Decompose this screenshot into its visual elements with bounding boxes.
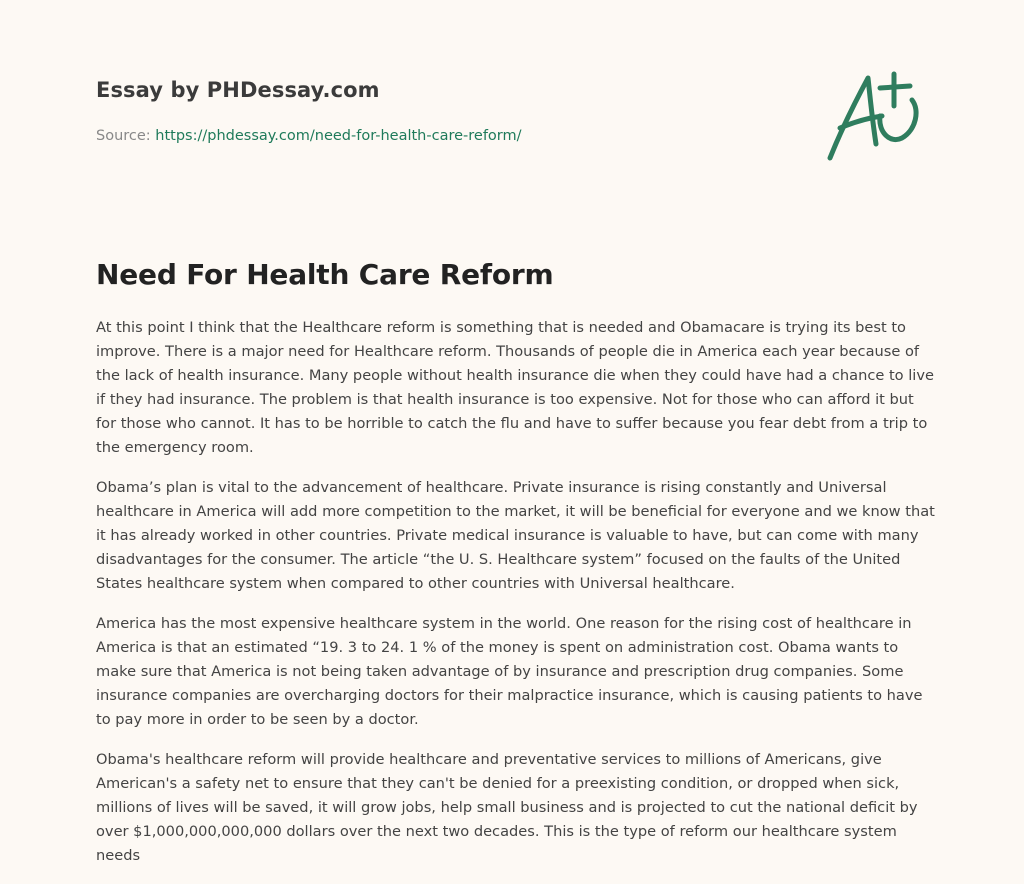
essay-paragraph: Obama's healthcare reform will provide healthcare and preventative services to millions of Americans, give American's a safety net to ensure that they can't be denied for a preexisting condition, or dropped when sick, millions of lives will be saved, it will grow jobs, help small business and is projected to cut the national deficit by over $1,000,000,000,000 dollars over the next two decades. This is the type of reform our healthcare system needs xyxy=(96,751,918,864)
essay-title: Need For Health Care Reform xyxy=(96,258,554,291)
source-label: Source: xyxy=(96,128,156,144)
site-title: Essay by PHDessay.com xyxy=(96,78,380,102)
essay-paragraph: At this point I think that the Healthcare reform is something that is needed and Obamacare is trying its best to improve. There is a major need for Healthcare reform. Thousands of people die in America each year because of the lack of health insurance. Many people without health insurance die when they could have had a chance to live if they had insurance. The problem is that health insurance is too expensive. Not for those who can afford it but for those who cannot. It has to be horrible to catch the flu and have to suffer because you fear debt from a trip to the emergency room. xyxy=(96,319,934,456)
source-link[interactable]: https://phdessay.com/need-for-health-care-reform/ xyxy=(155,128,522,144)
source-line xyxy=(96,126,796,146)
a-plus-icon xyxy=(820,66,930,166)
essay-paragraph: America has the most expensive healthcare system in the world. One reason for the rising cost of healthcare in America is that an estimated “19. 3 to 24. 1 % of the money is spent on administration cost. Obama wants to make sure that America is not being taken advantage of by insurance and prescription drug companies. Some insurance companies are overcharging doctors for their malpractice insurance, which is causing patients to have to pay more in order to be seen by a doctor. xyxy=(96,615,923,728)
essay-paragraph: Obama’s plan is vital to the advancement of healthcare. Private insurance is rising constantly and Universal healthcare in America will add more competition to the market, it will be beneficial for everyone and we know that it has already worked in other countries. Private medical insurance is valuable to have, but can come with many disadvantages for the consumer. The article “the U. S. Healthcare system” focused on the faults of the United States healthcare system when compared to other countries with Universal healthcare. xyxy=(96,479,935,592)
essay-body xyxy=(96,316,936,884)
page-header xyxy=(96,76,796,146)
